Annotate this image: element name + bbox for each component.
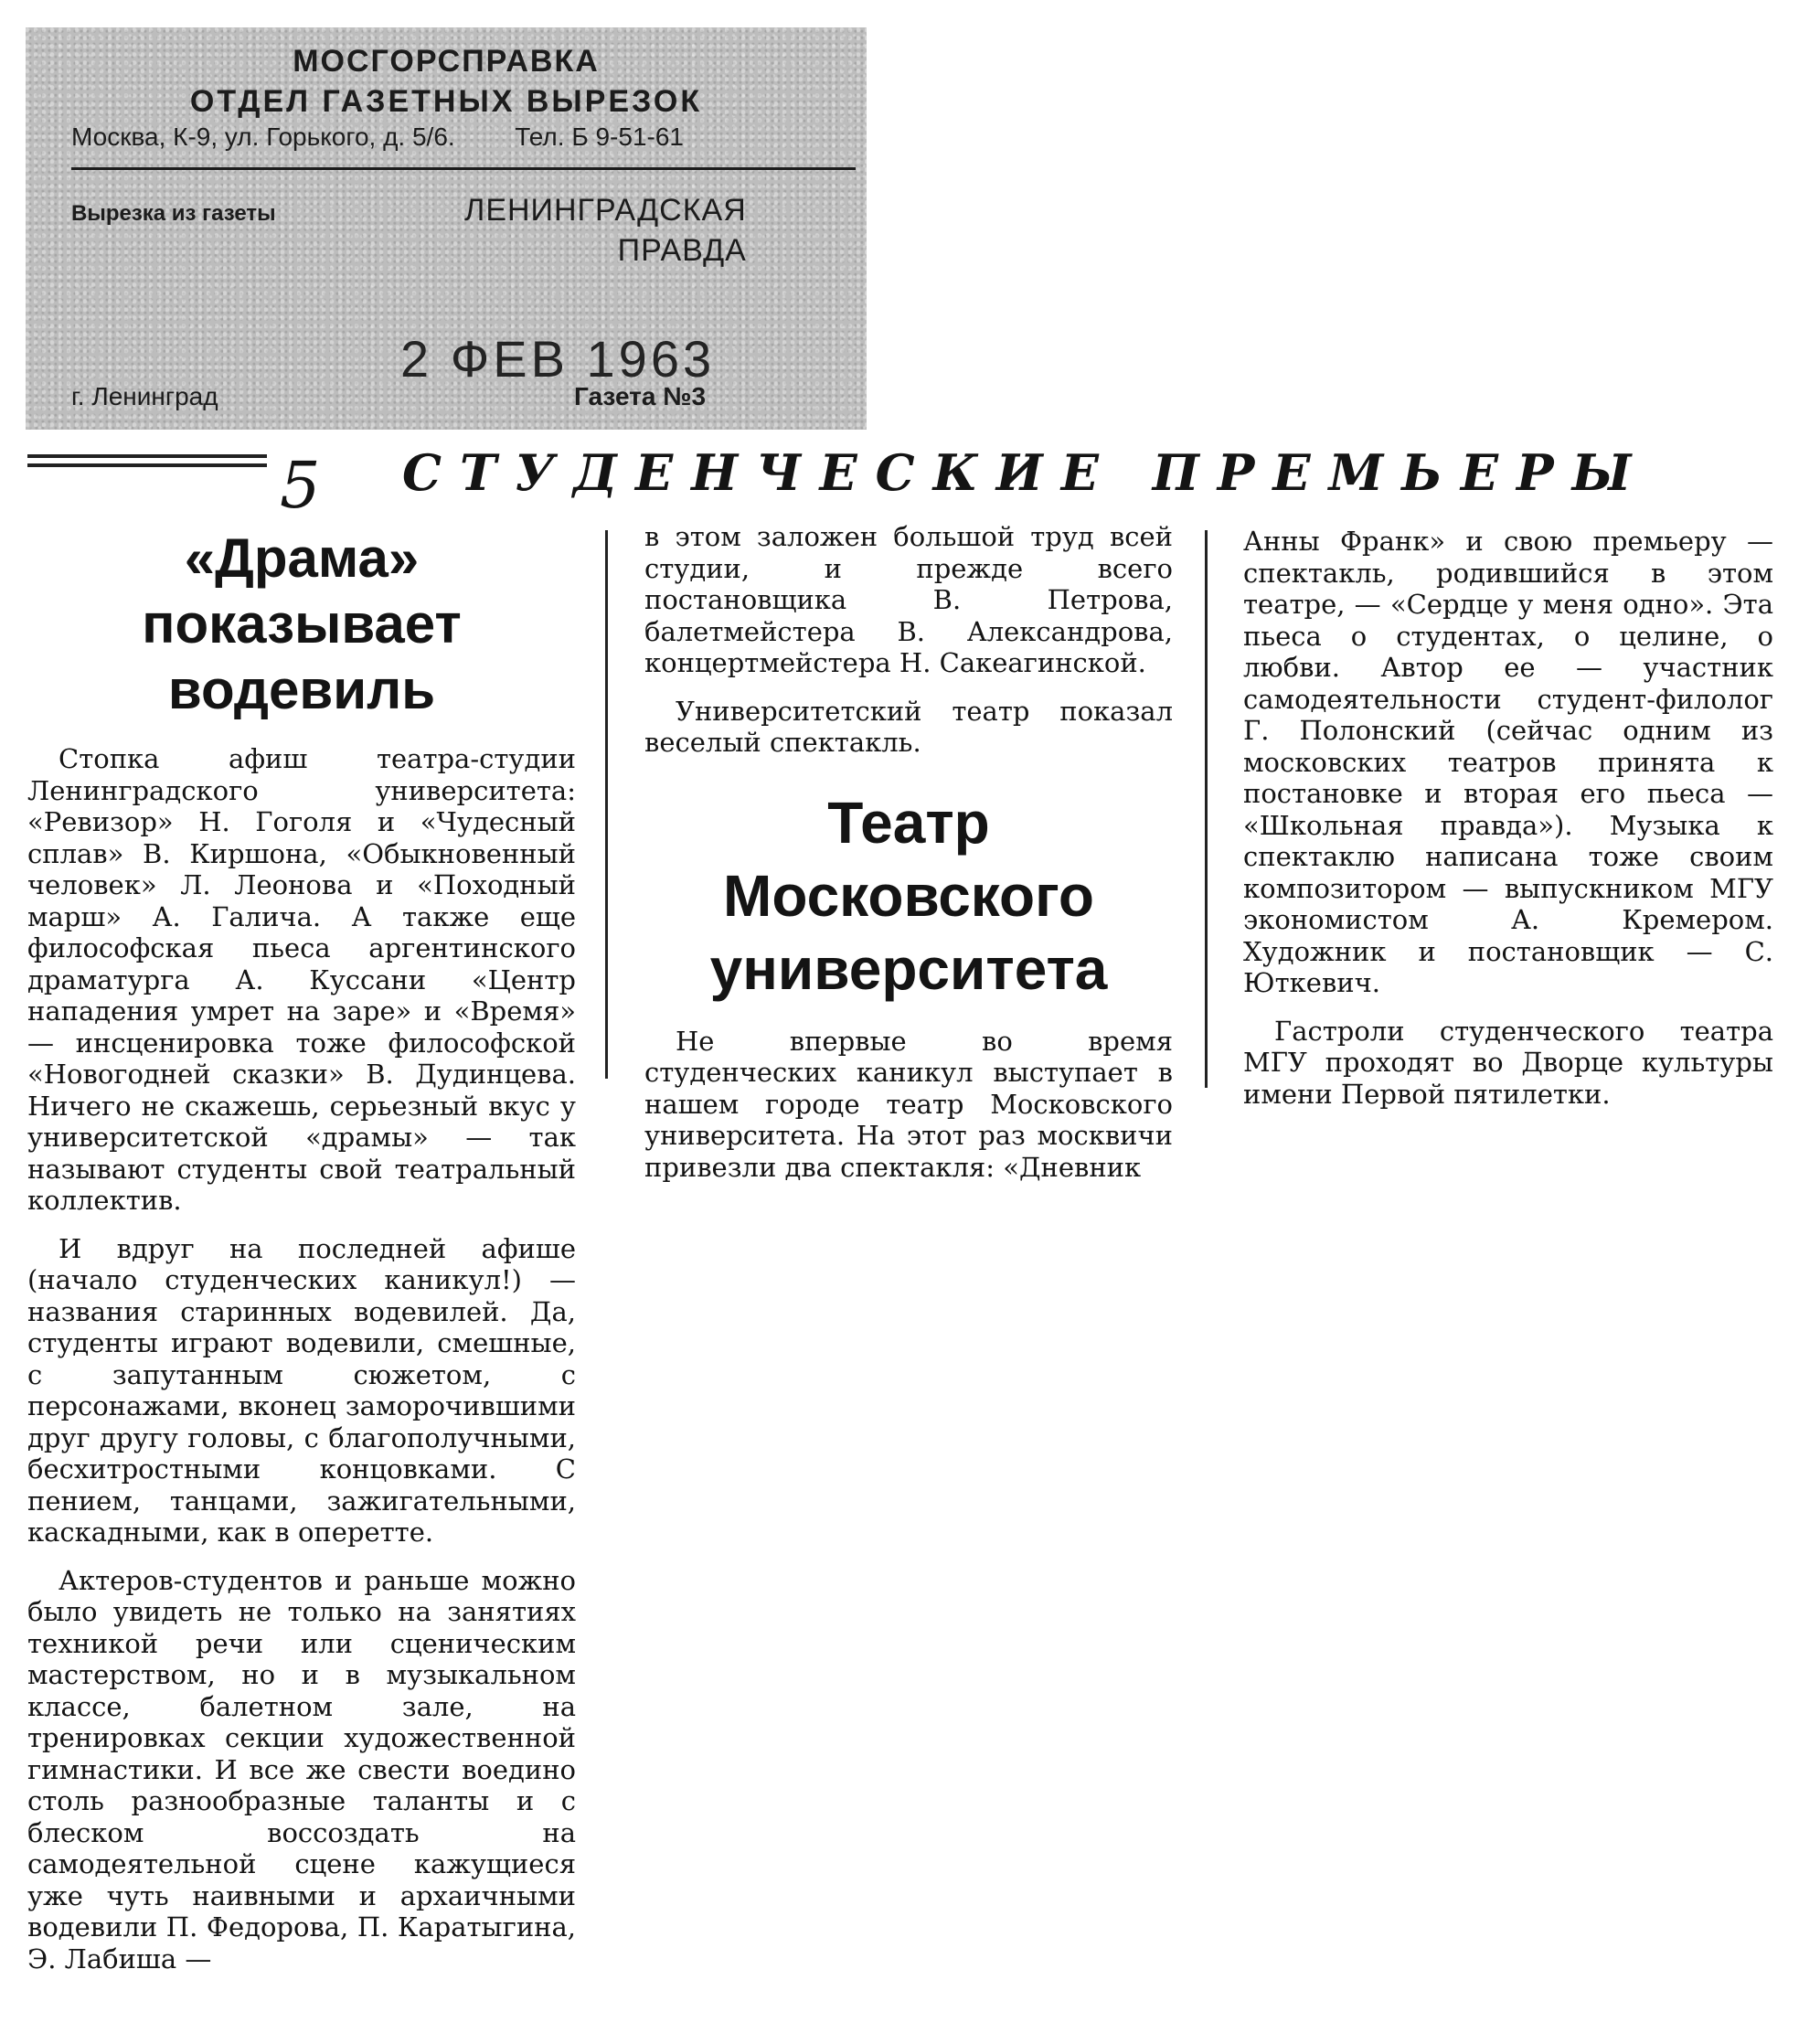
clipping-bureau-stamp [26,27,867,430]
article2-title [644,786,1173,1006]
article1-title [27,526,576,723]
stamp-city: г. Ленинград [71,382,218,410]
stamp-divider [71,167,856,170]
heading-rule-bottom [27,463,267,467]
article2-continuation: Гастроли студенческого театра МГУ проходят во Дворце культуры имени Первой пятилетки. [1243,1015,1773,1110]
column-3 [1243,526,1773,1126]
article1-title-line2: водевиль [167,659,436,720]
article1-paragraph: Актеров-студентов и раньше можно было увидеть не только на занятиях техникой речи или сценическим мастерством, но и в музыкальном классе, балетном зале, на тренировках секции художественной гимнастики. И все же свести воедино столь разнообразные таланты и с блеском воссоздать на самодеятельной сцене кажущиеся уже чуть наивными и архаичными водевили П. Федорова, П. Каратыгина, Э. Лабиша — [27,1564,576,1974]
column-2 [644,521,1173,1199]
stamp-address-line [71,122,684,152]
stamp-newspaper-name [464,190,747,271]
stamp-paper-line2: ПРАВДА [617,233,747,268]
article2-paragraph: Не впервые во время студенческих каникул выступает в нашем городе театр Московского университета. На этот раз москвичи привезли два спектакля: «Дневник [644,1025,1173,1183]
stamp-date: 2 ФЕВ 1963 [400,330,716,388]
article2-title-line1: Театр Московского [723,789,1094,929]
article1-column [27,526,576,1991]
article1-title-line1: «Драма» показывает [142,527,462,655]
stamp-clip-label: Вырезка из газеты [71,201,276,226]
stamp-phone: Тел. Б 9-51-61 [515,122,684,151]
stamp-department: ОТДЕЛ ГАЗЕТНЫХ ВЫРЕЗОК [189,84,703,119]
column-rule-2 [1205,530,1208,1088]
article1-paragraph: И вдруг на последней афише (начало студенческих каникул!) — названия старинных водевилей. Да, студенты играют водевили, смешные, с запутанным сюжетом, с персонажами, вконец заморочившими друг другу головы, с благополучными, бесхитростными концовками. С пением, танцами, зажигательными, каскадными, как в оперетте. [27,1232,576,1548]
stamp-organization: МОСГОРСПРАВКА [293,44,600,79]
article2-title-line2: университета [709,935,1108,1002]
stamp-paper-line1: ЛЕНИНГРАДСКАЯ [464,193,747,228]
section-title: СТУДЕНЧЕСКИЕ ПРЕМЬЕРЫ [402,443,1650,502]
handwritten-mark: 5 [280,448,321,523]
article1-paragraph: Стопка афиш театра-студии Ленинградского университета: «Ревизор» Н. Гоголя и «Чудесный сплав» В. Киршона, «Обыкновенный человек» Л. Леонова и «Походный марш» А. Галича. А также еще философская пьеса аргентинского драматурга А. Куссани «Центр нападения умрет на заре» и «Время» — инсценировка тоже философской «Новогодней сказки» В. Дудинцева. Ничего не скажешь, серьезный вкус у университетской «драмы» — так называют студенты свой театральный коллектив. [27,743,576,1216]
article1-continuation: Университетский театр показал веселый спектакль. [644,695,1173,758]
heading-rule-top [27,454,267,458]
column-rule-1 [605,530,608,1079]
article2-continuation: Анны Франк» и свою премьеру — спектакль, родившийся в этом театре, — «Сердце у меня одно». Эта пьеса о студентах, о целине, о любви. Автор ее — участник самодеятельности студент-филолог Г. Полонский (сейчас одним из московских театров принята к постановке и вторая его пьеса — «Школьная правда»). Музыка к спектаклю написана тоже своим композитором — выпускником МГУ экономистом А. Кремером. Художник и постановщик — С. Юткевич. [1243,526,1773,998]
stamp-issue: Газета №3 [574,382,707,410]
article1-continuation: в этом заложен большой труд всей студии, и прежде всего постановщика В. Петрова, балетмейстера В. Александрова, концертмейстера Н. Сакеагинской. [644,521,1173,678]
stamp-address: Москва, К-9, ул. Горького, д. 5/6. [71,122,455,151]
